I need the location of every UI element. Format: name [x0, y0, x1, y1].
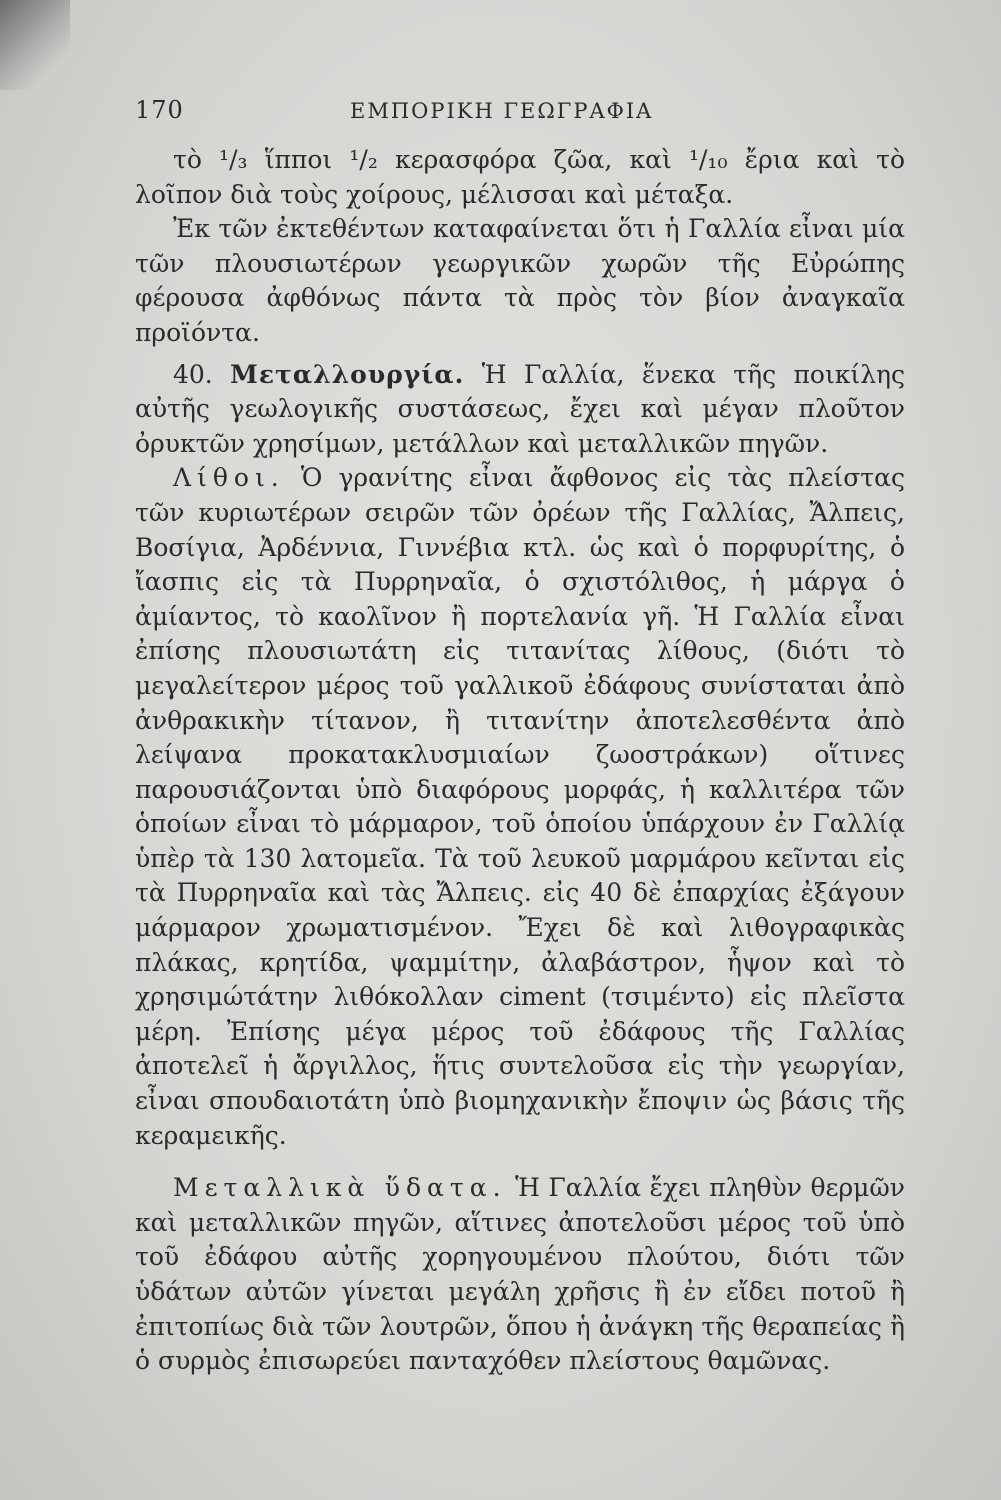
paragraph-section-40: [135, 358, 905, 462]
paragraph-metallika-ydata: [135, 1171, 905, 1379]
paragraph-summary: Ἐκ τῶν ἐκτεθέντων καταφαίνεται ὅτι ἡ Γαλλία εἶναι μία τῶν πλουσιωτέρων γεωργικῶν χωρῶν τῆς Εὐρώπης φέρουσα ἀφθόνως πάντα τὰ πρὸς τὸν βίον ἀναγκαῖα προϊόντα.: [135, 214, 905, 347]
running-title: ΕΜΠΟΡΙΚΗ ΓΕΩΓΡΑΦΙΑ: [350, 99, 654, 123]
page-corner-shadow: [0, 0, 70, 90]
metallika-ydata-text: Ἡ Γαλλία ἔχει πληθὺν θερμῶν καὶ μεταλλικῶν πηγῶν, αἵτινες ἀποτελοῦσι μέρος τοῦ ὑπὸ τοῦ ἐδάφου αὐτῆς χορηγουμένου πλούτου, διότι τῶν ὑδάτων αὐτῶν γίνεται μεγάλη χρῆσις ἢ ἐν εἴδει ποτοῦ ἢ ἐπιτοπίως διὰ τῶν λουτρῶν, ὅπου ἡ ἀνάγκη τῆς θεραπείας ἢ ὁ συρμὸς ἐπισωρεύει πανταχόθεν πλείστους θαμῶνας.: [135, 1173, 906, 1376]
section-intro-text: Ἡ Γαλλία, ἕνεκα τῆς ποικίλης αὐτῆς γεωλογικῆς συστάσεως, ἔχει καὶ μέγαν πλοῦτον ὀρυκτῶν χρησίμων, μετάλλων καὶ μεταλλικῶν πηγῶν.: [135, 359, 906, 458]
section-number: 40.: [173, 359, 213, 389]
subheading-lithoi: Λίθοι.: [173, 463, 285, 493]
page-header: [135, 96, 915, 136]
section-title: Μεταλλουργία.: [230, 359, 465, 389]
paragraph-lithoi: [135, 461, 905, 1153]
lithoi-text: Ὁ γρανίτης εἶναι ἄφθονος εἰς τὰς πλείστας τῶν κυριωτέρων σειρῶν τῶν ὀρέων τῆς Γαλλίας, Ἄλπεις, Βοσίγια, Ἀρδέννια, Γιννέβια κτλ. ὡς καὶ ὁ πορφυρίτης, ὁ ἴασπις εἰς τὰ Πυρρηναῖα, ὁ σχιστόλιθος, ἡ μάργα ὁ ἀμίαντος, τὸ καολῖνον ἢ πορτελανία γῆ. Ἡ Γαλλία εἶναι ἐπίσης πλουσιωτάτη εἰς τιτανίτας λίθους, (διότι τὸ μεγαλείτερον μέρος τοῦ γαλλικοῦ ἐδάφους συνίσταται ἀπὸ ἀνθρακικὴν τίτανον, ἢ τιτανίτην ἀποτελεσθέντα ἀπὸ λείψανα προκατακλυσμιαίων ζωοστράκων) οἵτινες παρουσιάζονται ὑπὸ διαφόρους μορφάς, ἡ καλλιτέρα τῶν ὁποίων εἶναι τὸ μάρμαρον, τοῦ ὁποίου ὑπάρχουν ἐν Γαλλίᾳ ὑπὲρ τὰ 130 λατομεῖα. Τὰ τοῦ λευκοῦ μαρμάρου κεῖνται εἰς τὰ Πυρρηναῖα καὶ τὰς Ἄλπεις. εἰς 40 δὲ ἐπαρχίας ἐξάγουν μάρμαρον χρωματισμένον. Ἔχει δὲ καὶ λιθογραφικὰς πλάκας, κρητίδα, ψαμμίτην, ἀλαβάστρον, ἧψον καὶ τὸ χρησιμώτάτην λιθόκολλαν ciment (τσιμέντο) εἰς πλεῖστα μέρη. Ἐπίσης μέγα μέρος τοῦ ἐδάφους τῆς Γαλλίας ἀποτελεῖ ἡ ἄργιλλος, ἥτις συντελοῦσα εἰς τὴν γεωργίαν, εἶναι σπουδαιοτάτη ὑπὸ βιομηχανικὴν ἔποψιν ὡς βάσις τῆς κεραμεικῆς.: [135, 463, 905, 1150]
subheading-metallika-ydata: Μεταλλικὰ ὕδατα.: [173, 1173, 507, 1203]
body-text: [135, 143, 905, 1379]
page-number: 170: [135, 96, 184, 124]
paragraph-continuation: τὸ ¹/₃ ἵπποι ¹/₂ κερασφόρα ζῶα, καὶ ¹/₁₀ ἔρια καὶ τὸ λοῖπον διὰ τοὺς χοίρους, μέλισσαι καὶ μέταξα.: [135, 145, 905, 209]
